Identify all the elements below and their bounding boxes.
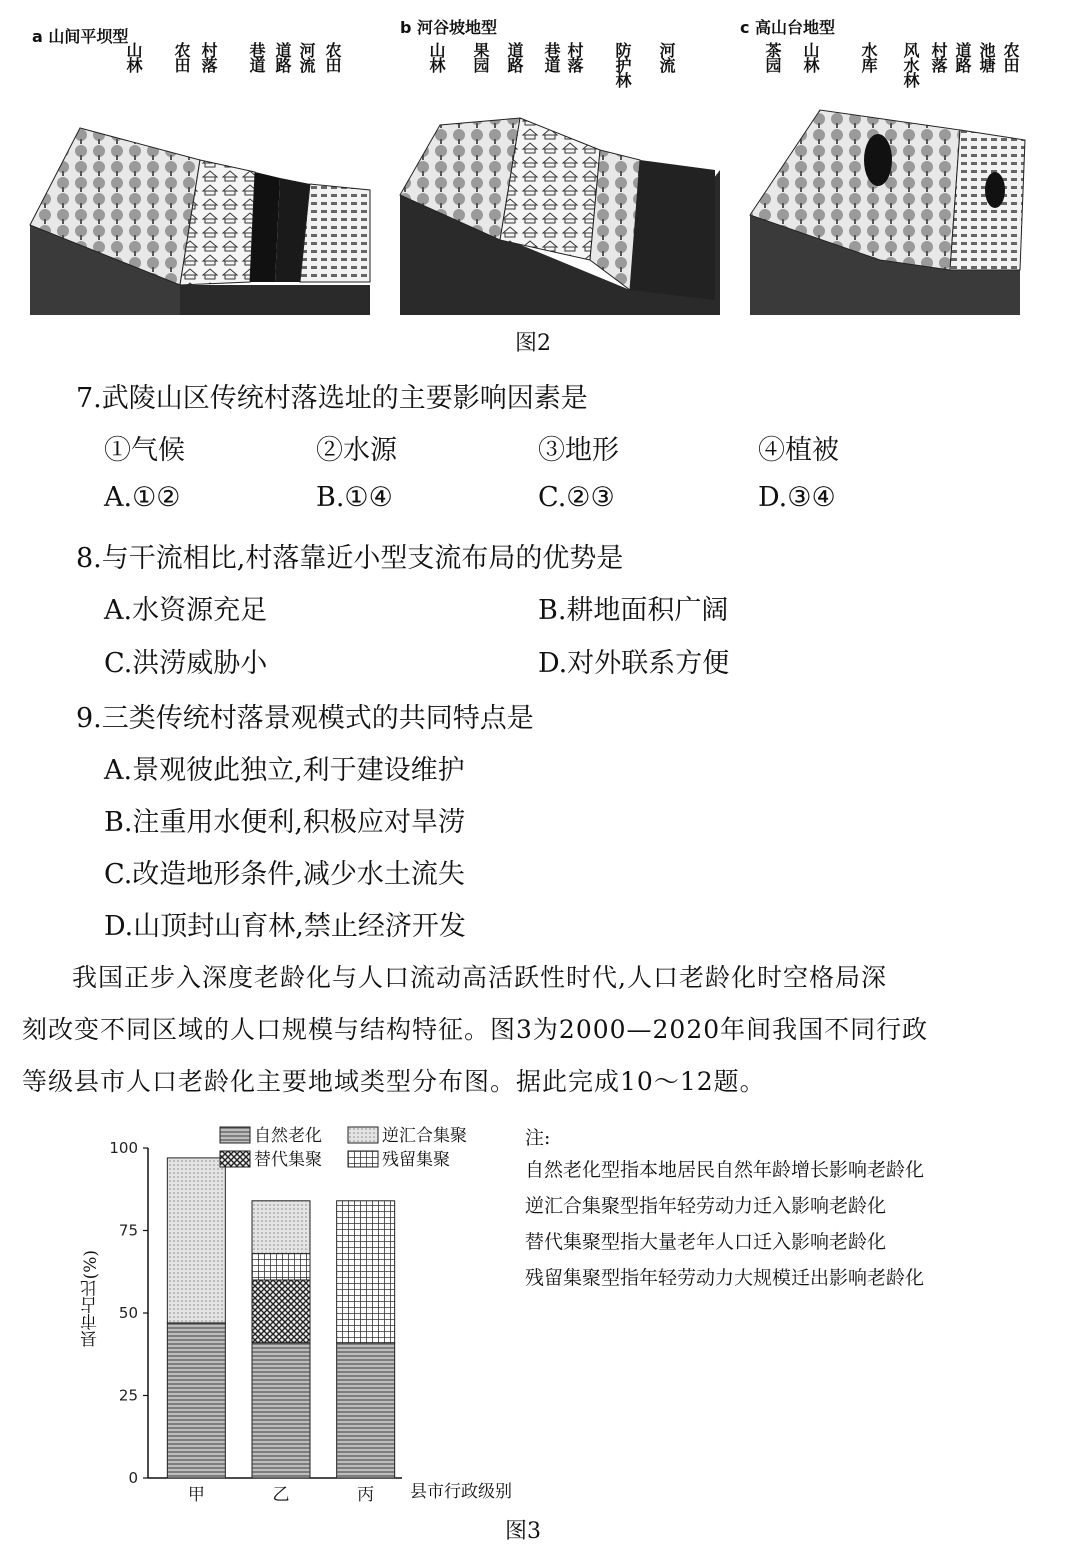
q7-factor-3: ③地形 — [538, 435, 619, 466]
q8-stem: 8.与干流相比,村落靠近小型支流布局的优势是 — [76, 543, 624, 574]
bar-segment — [252, 1280, 310, 1343]
bar-segment — [167, 1158, 225, 1323]
q7-option-c[interactable]: C.②③ — [538, 482, 615, 513]
q7-option-d[interactable]: D.③④ — [758, 482, 836, 513]
bar-segment — [252, 1343, 310, 1478]
figure3-note-1: 自然老化型指本地居民自然年龄增长影响老龄化 — [525, 1159, 925, 1181]
passage-line-3: 等级县市人口老龄化主要地域类型分布图。据此完成10～12题。 — [22, 1067, 766, 1096]
panel-b-title: b 河谷坡地型 — [400, 18, 498, 37]
panel-a-label-alley: 巷道 — [247, 42, 266, 72]
figure3-note-2: 逆汇合集聚型指年轻劳动力迁入影响老龄化 — [525, 1195, 887, 1217]
panel-a-title: a 山间平坝型 — [32, 27, 129, 46]
panel-b-label-alley: 巷道 — [542, 42, 561, 72]
q7-factor-2: ②水源 — [316, 435, 397, 466]
bar-segment — [167, 1323, 225, 1478]
panel-b-label-village: 村落 — [565, 42, 584, 72]
q9-stem: 9.三类传统村落景观模式的共同特点是 — [76, 703, 534, 734]
figure3-note-3: 替代集聚型指大量老年人口迁入影响老龄化 — [525, 1231, 887, 1253]
panel-b-label-river: 河流 — [657, 42, 676, 72]
panel-a-label-forest: 山林 — [124, 42, 143, 72]
panel-c-label-reservoir: 水库 — [859, 42, 878, 72]
panel-b-block — [400, 118, 720, 315]
panel-a-label-farmland: 农田 — [172, 42, 191, 72]
panel-a-label-road: 道路 — [273, 42, 292, 72]
y-tick-label: 100 — [109, 1139, 138, 1157]
q7-factor-1: ①气候 — [104, 435, 185, 466]
legend-label: 替代集聚 — [254, 1150, 322, 1170]
panel-c-label-tea: 茶园 — [763, 42, 782, 72]
q9-option-d[interactable]: D.山顶封山育林,禁止经济开发 — [104, 911, 466, 942]
q8-option-d[interactable]: D.对外联系方便 — [538, 648, 730, 679]
legend-swatch — [348, 1127, 378, 1143]
legend-swatch — [348, 1151, 378, 1167]
x-tick-label: 甲 — [187, 1485, 205, 1505]
panel-c-label-farmland: 农田 — [1001, 42, 1020, 72]
q7-factor-4: ④植被 — [758, 435, 839, 466]
panel-b-label-shelterbelt: 防护林 — [613, 42, 632, 87]
bar-segment — [252, 1201, 310, 1254]
legend-swatch — [220, 1127, 250, 1143]
panel-a-block — [30, 128, 370, 315]
figure3-notes-title: 注: — [525, 1127, 551, 1149]
x-tick-label: 乙 — [272, 1485, 290, 1505]
q9-option-b[interactable]: B.注重用水便利,积极应对旱涝 — [104, 807, 466, 838]
y-tick-label: 50 — [118, 1304, 138, 1322]
legend-label: 自然老化 — [254, 1126, 322, 1146]
panel-a-label-farmland-2: 农田 — [323, 42, 342, 72]
q8-option-c[interactable]: C.洪涝威胁小 — [104, 648, 268, 679]
bar-segment — [252, 1254, 310, 1280]
q8-option-a[interactable]: A.水资源充足 — [104, 595, 268, 626]
y-tick-label: 75 — [118, 1221, 138, 1240]
q7-stem: 7.武陵山区传统村落选址的主要影响因素是 — [76, 383, 588, 414]
bar-segment — [337, 1201, 395, 1343]
y-tick-label: 0 — [128, 1469, 138, 1487]
y-tick-label: 25 — [118, 1386, 138, 1405]
panel-c-block — [750, 110, 1025, 315]
q9-option-c[interactable]: C.改造地形条件,减少水土流失 — [104, 859, 465, 890]
bar-segment — [337, 1343, 395, 1478]
panel-c-label-road: 道路 — [953, 42, 972, 72]
figure2-caption: 图2 — [515, 331, 551, 356]
q7-option-b[interactable]: B.①④ — [316, 482, 393, 513]
passage-line-1: 我国正步入深度老龄化与人口流动高活跃性时代,人口老龄化时空格局深 — [72, 963, 887, 992]
legend-label: 残留集聚 — [382, 1150, 450, 1170]
panel-a-label-river: 河流 — [297, 42, 316, 72]
panel-b-label-forest: 山林 — [427, 42, 446, 72]
q9-option-a[interactable]: A.景观彼此独立,利于建设维护 — [104, 755, 465, 786]
panel-c-label-pond: 池塘 — [977, 42, 996, 72]
figure3-caption: 图3 — [505, 1519, 541, 1544]
legend-label: 逆汇合集聚 — [382, 1126, 467, 1146]
chart-x-axis-label: 县市行政级别 — [410, 1482, 512, 1502]
panel-c-title: c 高山台地型 — [740, 18, 836, 37]
x-tick-label: 丙 — [357, 1485, 375, 1505]
panel-c-label-fengshui: 风水林 — [901, 42, 920, 87]
passage-line-2: 刻改变不同区域的人口规模与结构特征。图3为2000—2020年间我国不同行政 — [22, 1015, 929, 1044]
chart-y-axis-label: 县市占比(%) — [81, 1250, 101, 1348]
figure3-note-4: 残留集聚型指年轻劳动力大规模迁出影响老龄化 — [525, 1267, 925, 1289]
panel-c-label-forest: 山林 — [801, 42, 820, 72]
panel-a-label-village: 村落 — [199, 42, 218, 72]
q8-option-b[interactable]: B.耕地面积广阔 — [538, 595, 729, 626]
panel-b-label-road: 道路 — [505, 42, 524, 72]
panel-b-label-orchard: 果园 — [471, 42, 490, 72]
q7-option-a[interactable]: A.①② — [104, 482, 181, 513]
legend-swatch — [220, 1151, 250, 1167]
panel-c-label-village: 村落 — [929, 42, 948, 72]
